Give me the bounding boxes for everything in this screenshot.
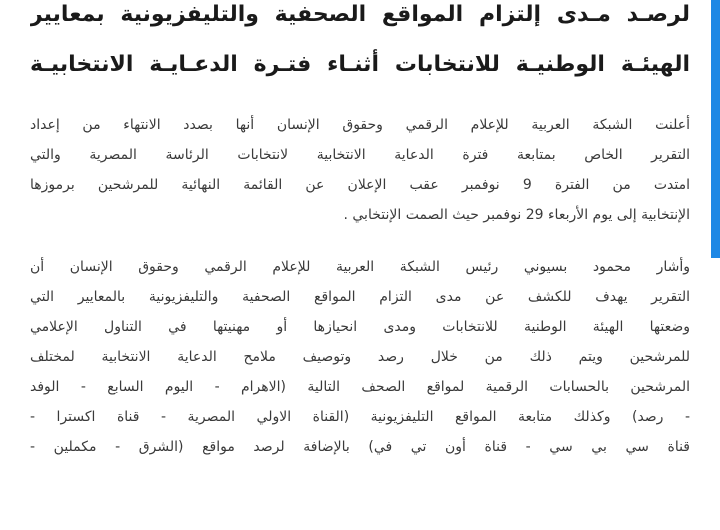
paragraph-line: التقرير يهدف للكشف عن مدى التزام المواقع الصحفية والتليفزيونية بالمعايير التي bbox=[30, 289, 690, 305]
article-headline bbox=[30, 0, 690, 88]
paragraph-line: التقرير الخاص بمتابعة فترة الدعاية الانتخابية لانتخابات الرئاسة المصرية والتي bbox=[30, 147, 690, 163]
headline-line: لرصـد مـدى إلتزام المواقع الصحفية والتليفزيونية بمعايير bbox=[30, 2, 690, 27]
paragraph-line: امتدت من الفترة 9 نوفمبر عقب الإعلان عن القائمة النهائية للمرشحين برموزها bbox=[30, 177, 690, 193]
article-body bbox=[30, 110, 690, 462]
accent-bar bbox=[711, 0, 720, 258]
paragraph-2 bbox=[30, 252, 690, 462]
paragraph-line: أعلنت الشبكة العربية للإعلام الرقمي وحقوق الإنسان أنها بصدد الانتهاء من إعداد bbox=[30, 117, 690, 133]
headline-line: الهيئـة الوطنيـة للانتخابات أثنـاء فتـرة الدعـايـة الانتخابيـة bbox=[30, 52, 690, 77]
paragraph-line: قناة سي بي سي - قناة أون تي في) بالإضافة لرصد مواقع (الشرق - مكملين - bbox=[30, 439, 690, 455]
paragraph-line: للمرشحين ويتم ذلك من خلال رصد وتوصيف ملامح الدعاية الانتخابية لمختلف bbox=[30, 349, 690, 365]
paragraph-line: وضعتها الهيئة الوطنية للانتخابات ومدى انحيازها أو مهنيتها في التناول الإعلامي bbox=[30, 319, 690, 335]
paragraph-line: المرشحين بالحسابات الرقمية لمواقع الصحف التالية (الاهرام - اليوم السابع - الوفد bbox=[30, 379, 690, 395]
paragraph-line: - رصد) وكذلك متابعة المواقع التليفزيونية (القناة الاولي المصرية - قناة اكسترا - bbox=[30, 409, 690, 425]
paragraph-line: الإنتخابية إلى يوم الأربعاء 29 نوفمبر حيث الصمت الإنتخابي . bbox=[343, 207, 690, 223]
paragraph-line: وأشار محمود بسيوني رئيس الشبكة العربية للإعلام الرقمي وحقوق الإنسان أن bbox=[30, 259, 690, 275]
paragraph-1 bbox=[30, 110, 690, 230]
